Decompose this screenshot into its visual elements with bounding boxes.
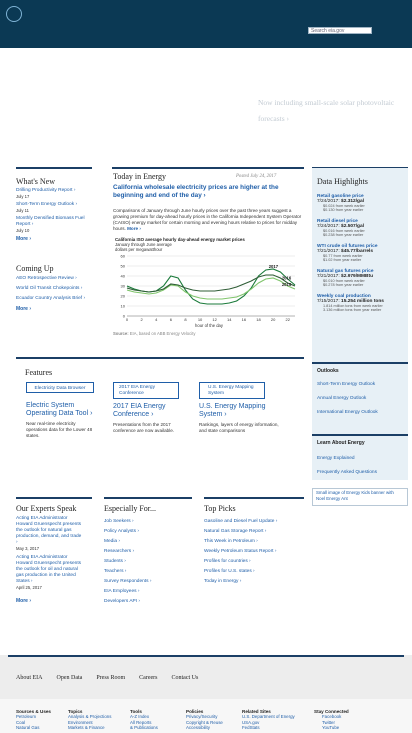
outlook-link-ieo[interactable]: International Energy Outlook: [317, 410, 378, 415]
posted-date: Posted July 24, 2017: [236, 174, 277, 179]
outlook-link-aeo[interactable]: Annual Energy Outlook: [317, 396, 367, 401]
outlook-link-steo[interactable]: Short-Term Energy Outlook: [317, 382, 376, 387]
footer-nav-link[interactable]: Open Data: [56, 675, 83, 681]
x-tick-label: 4: [155, 317, 158, 322]
feature-image-mapping[interactable]: U.S. Energy Mapping System: [199, 382, 265, 399]
footer-column-link[interactable]: Petroleum: [16, 714, 37, 719]
top-pick-link[interactable]: This Week in Petroleum ›: [204, 539, 258, 544]
x-tick-label: 16: [241, 317, 247, 322]
list-item[interactable]: Ecuador Country Analysis Brief ›: [16, 296, 86, 301]
chart-source-label: Source:: [113, 331, 129, 336]
whats-new-title: What's New: [16, 177, 55, 186]
section-rule: [104, 497, 192, 499]
list-item[interactable]: [16, 216, 100, 233]
today-body: [113, 208, 303, 232]
footer-nav-link[interactable]: Contact Us: [171, 675, 199, 681]
data-highlights-list: [317, 194, 408, 312]
x-tick-label: 8: [184, 317, 187, 322]
price-chart-svg: [113, 236, 303, 332]
especially-list: [104, 517, 192, 607]
y-tick-label: 50: [120, 263, 125, 269]
x-tick-label: 22: [285, 317, 290, 322]
footer-column-link[interactable]: Environment: [68, 719, 93, 725]
feature-desc: Presentations from the 2017 conference are now available.: [113, 422, 175, 433]
footer-nav-link[interactable]: Careers: [139, 675, 158, 681]
footer-column-title: Related Sites: [242, 709, 271, 714]
footer-column-link[interactable]: Privacy/Security: [186, 714, 218, 719]
highlight-year-change: $0.278 from year earlier: [323, 283, 364, 287]
highlight-item: [317, 194, 408, 212]
highlight-value: $45.77/barrels: [341, 249, 374, 254]
x-tick-label: 10: [197, 317, 203, 322]
footer-column-link[interactable]: All Reports: [130, 719, 152, 725]
footer-column: [186, 709, 242, 731]
footer-nav: [16, 675, 198, 681]
highlight-value: $2.312/gal: [341, 199, 364, 204]
highlight-label[interactable]: Retail gasoline price: [317, 194, 364, 199]
list-item[interactable]: AEO Retrospective Review ›: [16, 276, 77, 281]
list-item-date: July 11: [16, 208, 29, 213]
highlight-date: 7/15/2017:: [317, 299, 340, 304]
y-tick-label: 40: [120, 273, 125, 279]
banner-tagline[interactable]: Now including small-scale solar photovoltaic forecasts ›: [258, 98, 395, 123]
outlooks-title: Outlooks: [317, 368, 339, 374]
footer-column-link[interactable]: Facebook: [322, 714, 342, 719]
especially-link[interactable]: Teachers ›: [104, 569, 127, 574]
chart-xlabel: hour of the day: [195, 323, 223, 328]
highlight-week-change: 1.814 million tons from week earlier: [323, 304, 383, 308]
especially-link[interactable]: Developers API ›: [104, 599, 140, 604]
highlight-value: 15.254 million tons: [341, 299, 384, 304]
x-tick-label: 2: [140, 317, 143, 322]
feature-image-electricity[interactable]: Electricity Data Browser: [26, 382, 94, 393]
list-item-date: July 17: [16, 194, 30, 199]
footer-column-title: Sources & Uses: [16, 709, 51, 714]
eia-logo[interactable]: [6, 6, 22, 22]
highlight-item: [317, 219, 408, 237]
list-item-date: July 10: [16, 228, 30, 233]
footer-column-link[interactable]: & Publications: [130, 725, 158, 730]
expert-item[interactable]: Acting EIA Administrator Howard Gruenspecht presents the outlook for natural gas production, demand, and trade ›: [16, 516, 82, 545]
energy-kids-banner[interactable]: Small image of Energy Kids banner with Noel Energy Ant: [312, 488, 408, 506]
list-item-label[interactable]: Drilling Productivity Report ›: [16, 188, 76, 193]
feature-card-conference[interactable]: [113, 382, 179, 434]
top-pick-link[interactable]: Profiles for countries ›: [204, 559, 251, 564]
expert-date: April 25, 2017: [16, 585, 42, 590]
especially-link[interactable]: Researchers ›: [104, 549, 135, 554]
highlight-year-change: $1.02 from year earlier: [323, 258, 362, 262]
feature-desc: Rankings, layers of energy information, and state comparisons: [199, 422, 279, 433]
feature-card-electricity[interactable]: [26, 382, 94, 439]
list-item-label[interactable]: Short-Term Energy Outlook ›: [16, 202, 78, 207]
list-item[interactable]: [16, 188, 100, 199]
chart-ticks: [121, 254, 291, 323]
x-tick-label: 20: [270, 317, 276, 322]
feature-title[interactable]: U.S. Energy Mapping System ›: [199, 403, 266, 418]
coming-up-list: [16, 276, 100, 312]
expert-date: May 3, 2017: [16, 546, 40, 551]
footer-column: [16, 709, 68, 731]
chart-source-text: EIA, based on ABB Energy Velocity: [129, 331, 196, 336]
top-pick-link[interactable]: Today in Energy ›: [204, 579, 242, 584]
footer-nav-bar: [0, 655, 412, 699]
especially-link[interactable]: Students ›: [104, 559, 126, 564]
footer-column-link[interactable]: Accessibility: [186, 725, 210, 730]
footer-column-link[interactable]: Markets & Finance: [68, 725, 105, 730]
especially-link[interactable]: EIA Employees ›: [104, 589, 140, 594]
whats-new-list: [16, 188, 100, 242]
x-tick-label: 6: [169, 317, 172, 322]
highlight-item: [317, 244, 408, 262]
feature-card-mapping[interactable]: [199, 382, 281, 434]
x-tick-label: 18: [256, 317, 261, 322]
footer-column-link[interactable]: Twitter: [322, 719, 335, 725]
highlight-item: [317, 294, 408, 312]
x-tick-label: 0: [125, 317, 129, 322]
highlight-label[interactable]: WTI crude oil futures price: [317, 244, 378, 249]
experts-title: Our Experts Speak: [16, 504, 77, 513]
list-item-label[interactable]: Monthly Densified Biomass Fuel Report ›: [16, 216, 85, 227]
especially-link[interactable]: Survey Respondents ›: [104, 579, 152, 584]
footer-column-link[interactable]: Copyright & Reuse: [186, 719, 223, 725]
highlight-label[interactable]: Retail diesel price: [317, 219, 358, 224]
data-highlights-title: Data Highlights: [317, 177, 368, 186]
feature-desc: Near real-time electricity operations data for the Lower 48 states.: [26, 421, 93, 438]
footer-column-title: Stay Connected: [314, 709, 349, 714]
footer-rule: [8, 655, 404, 657]
footer-column-title: Tools: [130, 709, 142, 714]
footer-column-title: Policies: [186, 709, 204, 714]
highlight-label[interactable]: Natural gas futures price: [317, 269, 374, 274]
highlight-year-change: $0.238 from year earlier: [323, 233, 364, 237]
today-headline[interactable]: California wholesale electricity prices are higher at the beginning and end of the day ›: [113, 184, 279, 199]
section-rule: [16, 357, 304, 359]
top-pick-link[interactable]: Natural Gas Storage Report ›: [204, 529, 267, 534]
footer-column-link[interactable]: YouTube: [322, 725, 340, 730]
highlight-week-change: $0.016 from week earlier: [323, 229, 365, 233]
search-input[interactable]: Search eia.gov: [308, 27, 372, 34]
experts-more-link[interactable]: More ›: [16, 598, 31, 604]
highlight-date: 7/24/2017:: [317, 199, 340, 204]
top-pick-link[interactable]: Weekly Petroleum Status Report ›: [204, 549, 277, 554]
coming-up-title: Coming Up: [16, 264, 54, 273]
footer-column-link[interactable]: Coal: [16, 719, 26, 725]
expert-item[interactable]: Acting EIA Administrator Howard Gruenspecht presents the outlook for oil and natural gas production in the United States ›: [16, 555, 82, 584]
section-rule: [16, 167, 92, 169]
chart-subtitle: January through June average: [115, 242, 172, 247]
footer-links: [0, 699, 412, 733]
footer-column-link[interactable]: Natural Gas: [16, 725, 40, 730]
top-picks-list: [204, 517, 304, 587]
footer-column: [242, 709, 314, 731]
footer-nav-link[interactable]: About EIA: [16, 675, 43, 681]
footer-column: [68, 709, 130, 731]
feature-title[interactable]: Electric System Operating Data Tool ›: [26, 402, 93, 417]
highlight-value: $2.507/gal: [341, 224, 364, 229]
outlooks-panel: [312, 364, 408, 423]
footer-column-link[interactable]: Analysis & Projections: [68, 714, 112, 719]
coming-up-more-link[interactable]: More ›: [16, 306, 31, 312]
list-item[interactable]: [16, 202, 100, 213]
series-label-2015: 2015: [281, 282, 292, 287]
especially-link[interactable]: Job Seekers ›: [104, 519, 134, 524]
outlooks-list: [317, 382, 408, 415]
footer-columns: [16, 709, 370, 731]
highlight-value: $2.979/MMBtu: [341, 274, 374, 279]
top-picks-title: Top Picks: [204, 504, 236, 513]
today-more-link[interactable]: More ›: [127, 226, 141, 231]
series-label-2016: 2016: [281, 275, 292, 281]
series-label-2017: 2017: [268, 264, 279, 269]
learn-list: [317, 456, 408, 475]
learn-link-faq[interactable]: Frequently Asked Questions: [317, 470, 377, 475]
footer-column: [314, 709, 370, 731]
price-chart: [113, 236, 303, 332]
experts-list: [16, 516, 82, 604]
y-tick-label: 0: [122, 313, 125, 319]
highlight-date: 7/21/2017:: [317, 274, 340, 279]
chart-title: California ISO average hourly day-ahead energy market prices: [115, 237, 245, 242]
footer-column-link[interactable]: U.S. Department of Energy: [242, 714, 295, 719]
feature-image-conference[interactable]: 2017 EIA Energy Conference: [113, 382, 179, 399]
footer-nav-link[interactable]: Press Room: [96, 675, 126, 681]
footer-column-link[interactable]: FedStats: [242, 725, 260, 730]
y-tick-label: 30: [120, 283, 125, 289]
today-title: Today in Energy: [113, 172, 167, 181]
list-item[interactable]: World Oil Transit Chokepoints ›: [16, 286, 83, 291]
x-tick-label: 14: [227, 317, 232, 322]
y-tick-label: 10: [120, 303, 125, 309]
feature-title[interactable]: 2017 EIA Energy Conference ›: [113, 403, 166, 418]
learn-panel: [312, 436, 408, 480]
highlight-year-change: $0.130 from year earlier: [323, 208, 364, 212]
section-rule: [112, 167, 304, 169]
chart-series-group: [127, 264, 295, 304]
highlight-week-change: $0.010 from week earlier: [323, 279, 365, 283]
section-rule: [204, 497, 304, 499]
chart-source: [113, 331, 195, 336]
site-header: [0, 0, 412, 48]
learn-title: Learn About Energy: [317, 440, 365, 446]
features-title: Features: [25, 368, 53, 377]
highlight-item: [317, 269, 408, 287]
whats-new-more-link[interactable]: More ›: [16, 236, 31, 242]
footer-column-title: Topics: [68, 709, 83, 714]
section-rule: [16, 497, 92, 499]
top-pick-link[interactable]: Profiles for U.S. states ›: [204, 569, 255, 574]
highlight-date: 7/24/2017:: [317, 224, 340, 229]
y-tick-label: 60: [120, 253, 125, 259]
footer-column-link[interactable]: A-Z Index: [130, 714, 150, 719]
learn-link-energy-explained[interactable]: Energy Explained: [317, 456, 355, 461]
today-body-text: Comparisons of January through June hourly prices over the past three years suggest a growing premium for day-ahead hourly prices in the California Independent System Operator (CAISO) energy market for certain morning and evening hours relative to prices for midday hours.: [113, 208, 302, 231]
especially-link[interactable]: Media ›: [104, 539, 120, 544]
y-tick-label: 20: [120, 293, 125, 299]
highlight-week-change: $0.024 from week earlier: [323, 204, 365, 208]
highlight-label[interactable]: Weekly coal production: [317, 294, 371, 299]
top-pick-link[interactable]: Gasoline and Diesel Fuel Update ›: [204, 519, 278, 524]
especially-title: Especially For...: [104, 504, 156, 513]
x-tick-label: 12: [212, 317, 217, 322]
especially-link[interactable]: Policy Analysts ›: [104, 529, 139, 534]
highlight-date: 7/21/2017:: [317, 249, 340, 254]
highlight-week-change: $0.77 from week earlier: [323, 254, 363, 258]
series-line-2015: [127, 275, 295, 292]
footer-column-link[interactable]: USA.gov: [242, 719, 260, 725]
chart-ylabel: dollars per megawatthour: [115, 247, 163, 252]
footer-column: [130, 709, 186, 731]
highlight-year-change: 3.136 million tons from year earlier: [323, 308, 382, 312]
